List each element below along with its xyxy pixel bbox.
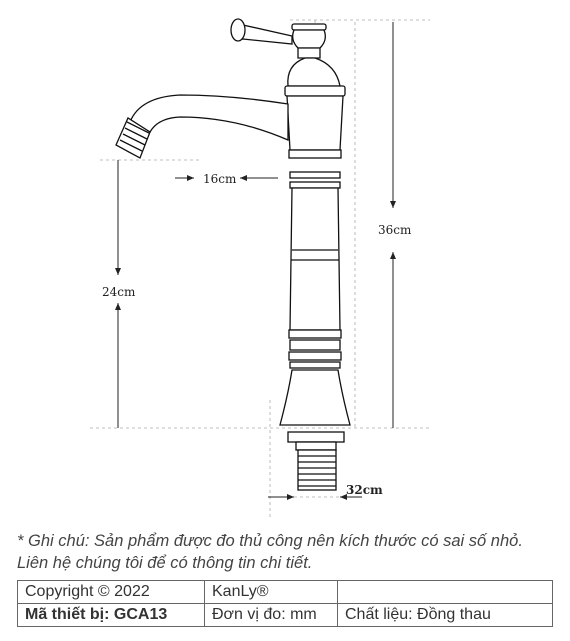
total-height-label: 36cm [378, 223, 412, 237]
note-line-1: * Ghi chú: Sản phẩm được đo thủ công nên kích thước có sai số nhỏ. [17, 532, 523, 550]
empty-cell [338, 581, 553, 604]
faucet-outline [116, 19, 350, 490]
note-line-2: Liên hệ chúng tôi để có thông tin chi tiết. [17, 554, 313, 572]
spout-height-label: 24cm [102, 285, 136, 299]
body-column [290, 188, 340, 330]
spout-reach-label: 16cm [203, 172, 237, 186]
copyright-cell: Copyright © 2022 [18, 581, 205, 604]
reference-lines [90, 20, 430, 520]
spec-table [17, 580, 553, 627]
spout [130, 95, 288, 140]
material-cell: Chất liệu: Đồng thau [338, 604, 553, 627]
unit-cell: Đơn vị đo: mm [205, 604, 338, 627]
brand-cell: KanLy® [205, 581, 338, 604]
dome [288, 58, 340, 86]
spec-row-1 [18, 581, 553, 604]
flared-base [280, 370, 350, 425]
base-diameter-label: 32cm [346, 483, 383, 497]
measurement-note [17, 530, 557, 574]
spec-row-2 [18, 604, 553, 627]
mounting-nut [288, 432, 344, 442]
model-cell: Mã thiết bị: GCA13 [18, 604, 205, 627]
